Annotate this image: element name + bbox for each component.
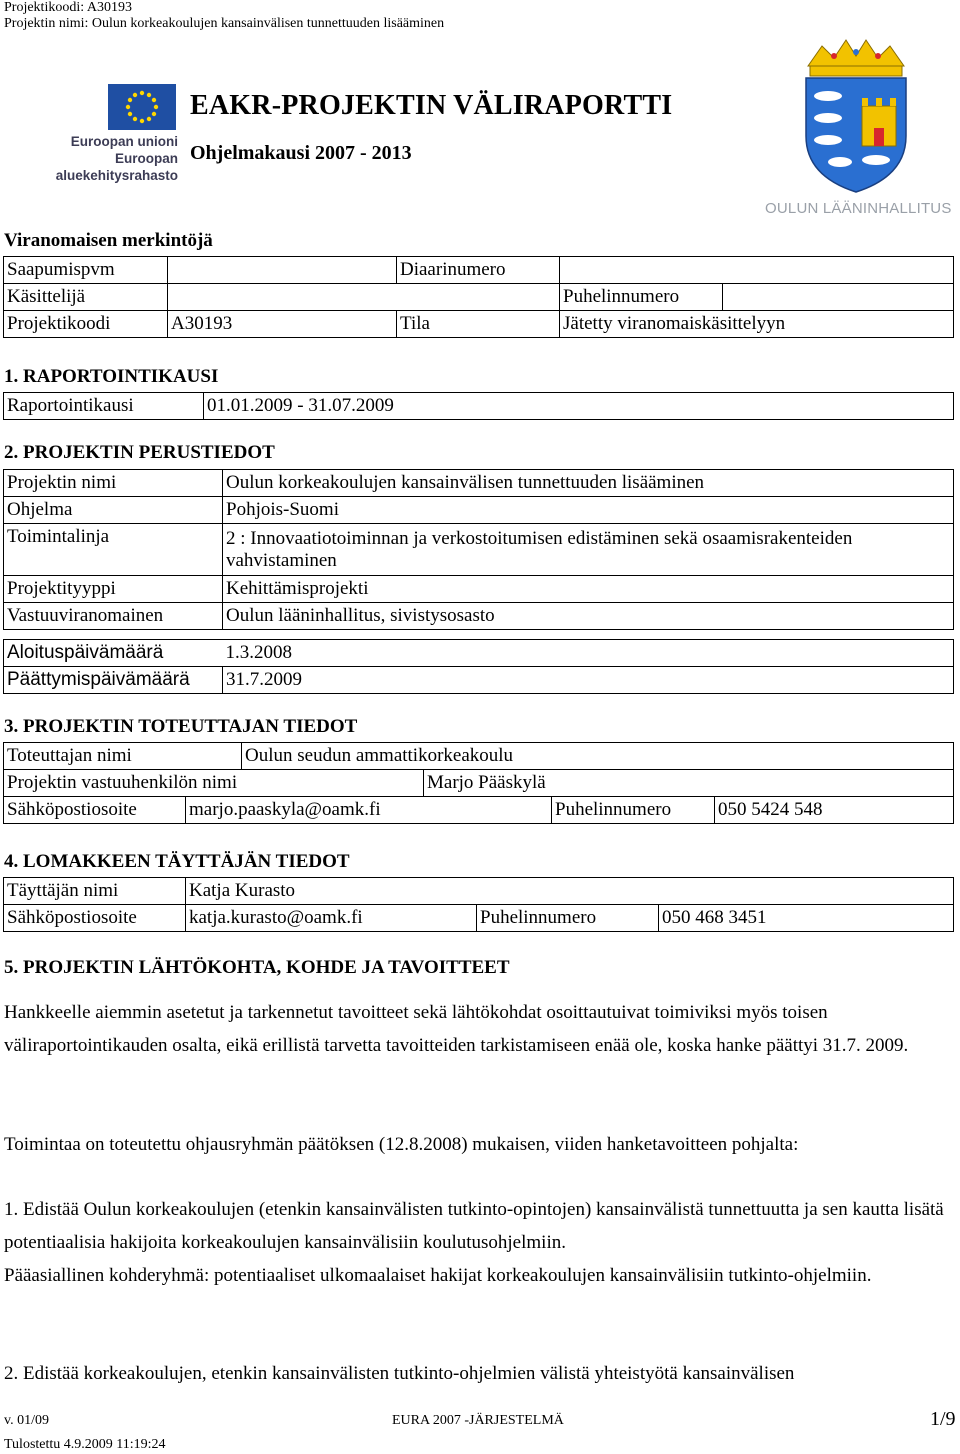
vastuuhenkilo-value: Marjo Pääskylä <box>424 770 954 797</box>
crest-icon <box>800 36 912 196</box>
toteuttaja-phone-value: 050 5424 548 <box>715 797 954 824</box>
section3-heading: 3. PROJEKTIN TOTEUTTAJAN TIEDOT <box>4 716 358 737</box>
page-subtitle: Ohjelmakausi 2007 - 2013 <box>190 142 412 164</box>
toteuttaja-value: Oulun seudun ammattikorkeakoulu <box>242 743 954 770</box>
vastuuhenkilo-label: Projektin vastuuhenkilön nimi <box>4 770 424 797</box>
raportointikausi-value: 01.01.2009 - 31.07.2009 <box>204 393 954 420</box>
toimintalinja-label: Toimintalinja <box>4 524 223 576</box>
diaarinumero-label: Diaarinumero <box>397 257 560 284</box>
section5-paragraph-5: 2. Edistää korkeakoulujen, etenkin kansainvälisten tutkinto-ohjelmien välistä yhteistyötä kansainvälisen <box>4 1363 795 1384</box>
diaarinumero-value <box>560 257 954 284</box>
section4-heading: 4. LOMAKKEEN TÄYTTÄJÄN TIEDOT <box>4 851 350 872</box>
ohjelma-label: Ohjelma <box>4 497 223 524</box>
section1-table <box>3 392 954 420</box>
footer-system: EURA 2007 -JÄRJESTELMÄ <box>392 1413 564 1428</box>
projektin-nimi-value: Oulun korkeakoulujen kansainvälisen tunnettuuden lisääminen <box>223 470 954 497</box>
toteuttaja-phone-label: Puhelinnumero <box>552 797 715 824</box>
section5-paragraph-2: Toimintaa on toteutettu ohjausryhmän päätöksen (12.8.2008) mukaisen, viiden hanketavoitteen pohjalta: <box>4 1134 799 1155</box>
tayttaja-name-label: Täyttäjän nimi <box>4 878 186 905</box>
vastuuviranomainen-label: Vastuuviranomainen <box>4 603 223 630</box>
section1-heading: 1. RAPORTOINTIKAUSI <box>4 366 219 387</box>
toteuttaja-email-value: marjo.paaskyla@oamk.fi <box>186 797 552 824</box>
eu-logo-line2: Euroopan aluekehitysrahasto <box>55 151 178 183</box>
tayttaja-phone-value: 050 468 3451 <box>659 905 954 932</box>
header-project-name: Projektin nimi: Oulun korkeakoulujen kansainvälisen tunnettuuden lisääminen <box>4 16 445 31</box>
saapumispvm-label: Saapumispvm <box>4 257 168 284</box>
section4-table <box>3 877 954 932</box>
section5-paragraph-3: 1. Edistää Oulun korkeakoulujen (etenkin kansainvälisten tutkinto-opintojen) kansainvälistä tunnettuutta ja sen kautta lisätä potentiaalisia hakijoita korkeakoulujen kansainvälisiin koulutusohjelmiin. <box>4 1199 944 1253</box>
projektityyppi-label: Projektityyppi <box>4 576 223 603</box>
vastuuviranomainen-value: Oulun lääninhallitus, sivistysosasto <box>223 603 954 630</box>
toimintalinja-value: 2 : Innovaatiotoiminnan ja verkostoitumisen edistäminen sekä osaamisrakenteiden vahvistaminen <box>223 524 954 576</box>
paattymispvm-value: 31.7.2009 <box>223 667 954 694</box>
crest-logo <box>800 36 912 196</box>
tayttaja-name-value: Katja Kurasto <box>186 878 954 905</box>
tayttaja-phone-label: Puhelinnumero <box>477 905 659 932</box>
projektikoodi-value: A30193 <box>168 311 397 338</box>
authority-heading: Viranomaisen merkintöjä <box>4 230 213 251</box>
tayttaja-email-label: Sähköpostiosoite <box>4 905 186 932</box>
saapumispvm-value <box>168 257 397 284</box>
authority-table <box>3 256 954 338</box>
eu-stars-icon <box>108 84 176 130</box>
ohjelma-value: Pohjois-Suomi <box>223 497 954 524</box>
paattymispvm-label <box>4 667 223 694</box>
tila-value: Jätetty viranomaiskäsittelyyn <box>560 311 954 338</box>
section5-paragraph-1: Hankkeelle aiemmin asetetut ja tarkennetut tavoitteet sekä lähtökohdat osoittautuivat toimiviksi myös toisen väliraportointikauden osalta, eikä erillistä tarvetta tavoitteiden tarkistamiseen enää ole, koska hanke päättyi 31.7. 2009. <box>4 1002 909 1056</box>
section2-heading: 2. PROJEKTIN PERUSTIEDOT <box>4 442 275 463</box>
section2-dates-table <box>3 639 954 694</box>
toteuttaja-label: Toteuttajan nimi <box>4 743 242 770</box>
header-project-code: Projektikoodi: A30193 <box>4 0 132 15</box>
kasittelija-value <box>168 284 560 311</box>
projektin-nimi-label: Projektin nimi <box>4 470 223 497</box>
eu-flag-logo <box>108 84 176 130</box>
tayttaja-email-value: katja.kurasto@oamk.fi <box>186 905 477 932</box>
aloituspvm-label-text: Aloituspäivämäärä <box>7 642 164 663</box>
eu-logo-text <box>0 133 178 184</box>
raportointikausi-label: Raportointikausi <box>4 393 204 420</box>
puhelinnumero-value <box>723 284 954 311</box>
footer-page-number: 1/9 <box>930 1408 956 1430</box>
eu-logo-line1: Euroopan unioni <box>70 134 178 149</box>
kasittelija-label: Käsittelijä <box>4 284 168 311</box>
projektityyppi-value: Kehittämisprojekti <box>223 576 954 603</box>
paattymispvm-label-text: Päättymispäivämäärä <box>7 669 190 690</box>
footer-version: v. 01/09 <box>4 1413 49 1428</box>
aloituspvm-value: 1.3.2008 <box>223 640 954 667</box>
section2-table <box>3 469 954 630</box>
footer-printed: Tulostettu 4.9.2009 11:19:24 <box>4 1437 166 1452</box>
page-title: EAKR-PROJEKTIN VÄLIRAPORTTI <box>190 90 673 121</box>
section5-heading: 5. PROJEKTIN LÄHTÖKOHTA, KOHDE JA TAVOITTEET <box>4 957 510 978</box>
section3-table <box>3 742 954 824</box>
tila-label: Tila <box>397 311 560 338</box>
authority-logo-text: OULUN LÄÄNINHALLITUS <box>765 200 952 217</box>
toteuttaja-email-label: Sähköpostiosoite <box>4 797 186 824</box>
section5-paragraph-4: Pääasiallinen kohderyhmä: potentiaaliset ulkomaalaiset hakijat korkeakoulujen kansainvälisiin tutkinto-ohjelmiin. <box>4 1265 872 1286</box>
puhelinnumero-label: Puhelinnumero <box>560 284 723 311</box>
projektikoodi-label: Projektikoodi <box>4 311 168 338</box>
aloituspvm-label <box>4 640 223 667</box>
